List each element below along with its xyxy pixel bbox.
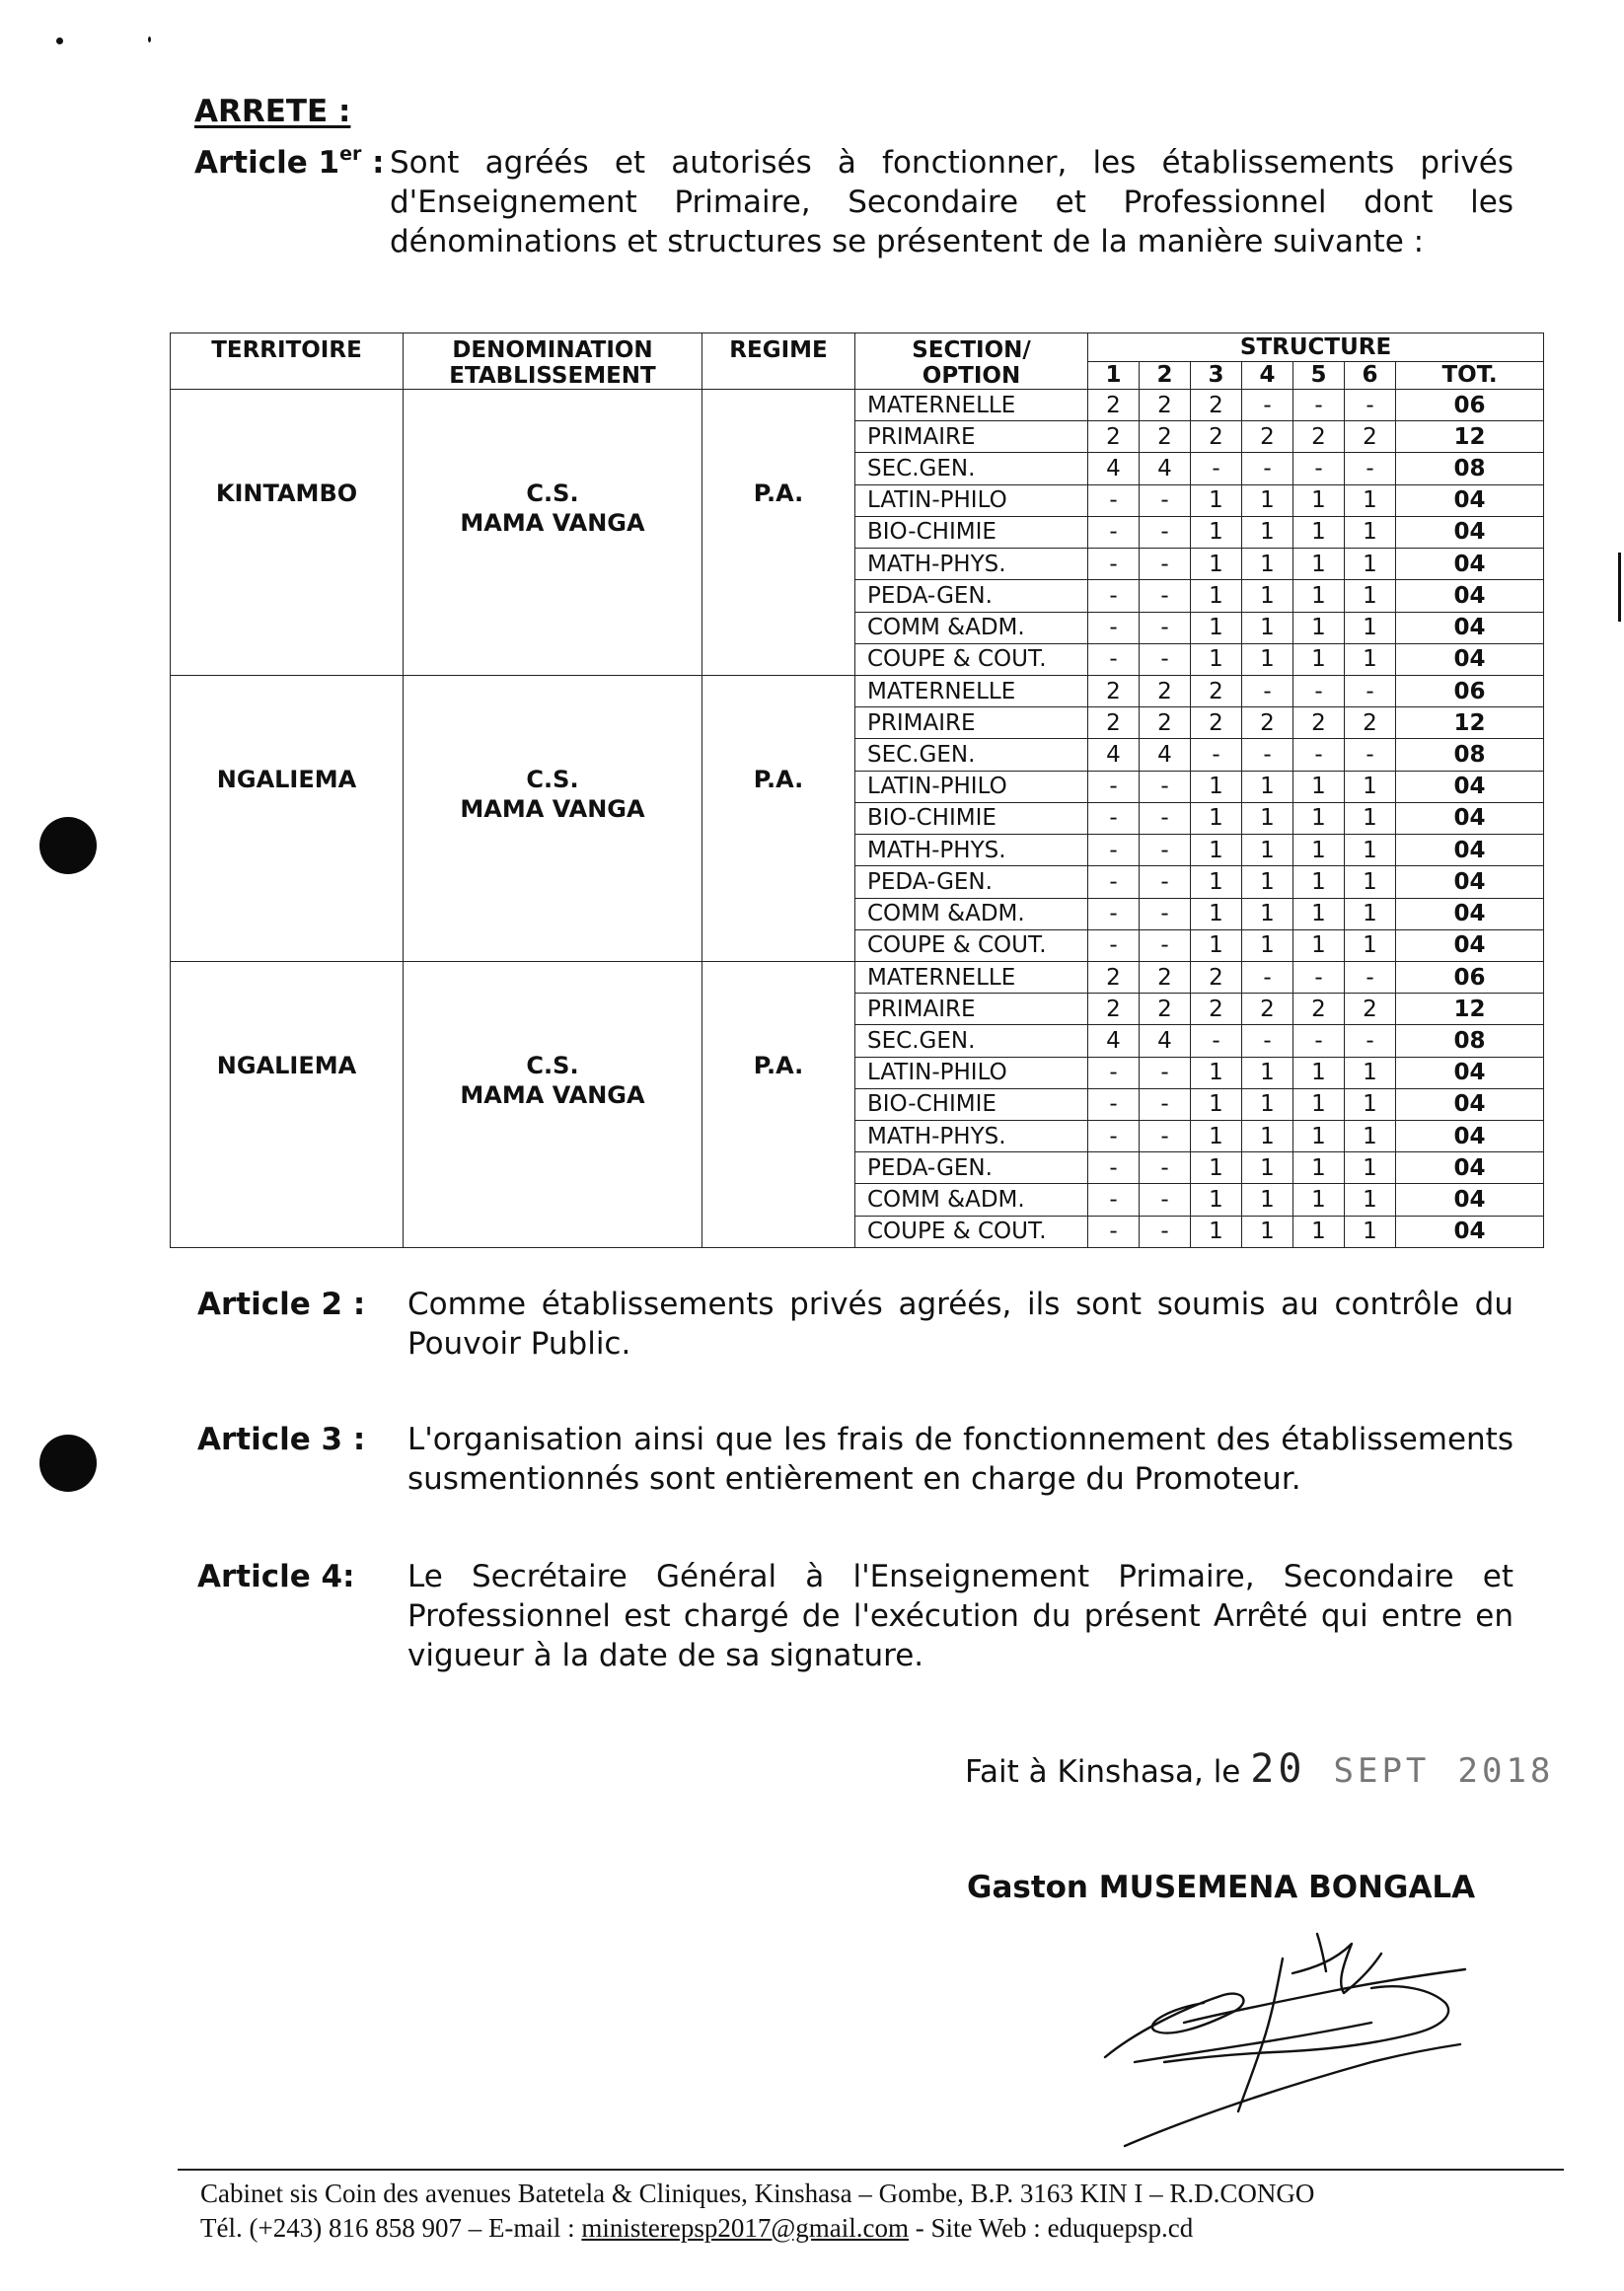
total-cell: 08 xyxy=(1396,1025,1544,1057)
place-and-date xyxy=(965,1746,1554,1792)
option-cell: PRIMAIRE xyxy=(855,707,1088,739)
year-2-cell: 2 xyxy=(1140,390,1191,421)
regime-cell: P.A. xyxy=(702,390,855,676)
year-5-cell: 1 xyxy=(1293,898,1345,929)
year-2-cell: 2 xyxy=(1140,707,1191,739)
year-1-cell: - xyxy=(1088,866,1140,898)
year-4-cell: 1 xyxy=(1242,898,1293,929)
option-cell: BIO-CHIMIE xyxy=(855,516,1088,548)
year-1-cell: - xyxy=(1088,1152,1140,1184)
year-6-cell: 1 xyxy=(1345,1088,1396,1120)
year-4-cell: 1 xyxy=(1242,643,1293,675)
header-col-3: 3 xyxy=(1191,361,1242,390)
year-2-cell: 2 xyxy=(1140,675,1191,706)
territoire-cell: NGALIEMA xyxy=(171,675,404,961)
option-cell: SEC.GEN. xyxy=(855,739,1088,771)
header-col-6: 6 xyxy=(1345,361,1396,390)
year-3-cell: 1 xyxy=(1191,866,1242,898)
table-row xyxy=(171,961,1544,993)
year-4-cell: 1 xyxy=(1242,1184,1293,1216)
year-4-cell: - xyxy=(1242,675,1293,706)
footer-address: Cabinet sis Coin des avenues Batetela & Cliniques, Kinshasa – Gombe, B.P. 3163 KIN I – R.D.CONGO xyxy=(200,2179,1315,2208)
footer-email[interactable]: ministerepsp2017@gmail.com xyxy=(581,2213,909,2243)
header-col-5: 5 xyxy=(1293,361,1345,390)
scan-edge-mark xyxy=(1618,553,1621,622)
year-3-cell: 1 xyxy=(1191,612,1242,643)
year-5-cell: - xyxy=(1293,1025,1345,1057)
total-cell: 04 xyxy=(1396,1088,1544,1120)
year-3-cell: 1 xyxy=(1191,835,1242,866)
year-3-cell: 1 xyxy=(1191,1057,1242,1088)
year-5-cell: 1 xyxy=(1293,1184,1345,1216)
year-1-cell: - xyxy=(1088,898,1140,929)
year-3-cell: 1 xyxy=(1191,1088,1242,1120)
year-6-cell: 2 xyxy=(1345,421,1396,453)
denomination-cell: C.S. MAMA VANGA xyxy=(404,961,702,1247)
total-cell: 12 xyxy=(1396,707,1544,739)
total-cell: 08 xyxy=(1396,453,1544,484)
total-cell: 04 xyxy=(1396,1057,1544,1088)
punch-hole xyxy=(39,817,97,874)
year-6-cell: 2 xyxy=(1345,707,1396,739)
option-cell: LATIN-PHILO xyxy=(855,484,1088,516)
year-6-cell: - xyxy=(1345,739,1396,771)
year-1-cell: - xyxy=(1088,802,1140,834)
year-4-cell: 1 xyxy=(1242,484,1293,516)
total-cell: 04 xyxy=(1396,516,1544,548)
handwritten-date: 20 SEPT 2018 xyxy=(1250,1746,1555,1792)
year-1-cell: - xyxy=(1088,1184,1140,1216)
total-cell: 04 xyxy=(1396,835,1544,866)
year-3-cell: 1 xyxy=(1191,549,1242,580)
year-3-cell: 2 xyxy=(1191,675,1242,706)
total-cell: 04 xyxy=(1396,898,1544,929)
year-5-cell: 1 xyxy=(1293,1088,1345,1120)
year-1-cell: - xyxy=(1088,1216,1140,1247)
year-4-cell: 1 xyxy=(1242,549,1293,580)
year-5-cell: 2 xyxy=(1293,707,1345,739)
option-cell: MATH-PHYS. xyxy=(855,835,1088,866)
scan-speck xyxy=(56,37,63,44)
option-cell: PEDA-GEN. xyxy=(855,1152,1088,1184)
year-5-cell: 1 xyxy=(1293,484,1345,516)
year-5-cell: - xyxy=(1293,390,1345,421)
denomination-cell: C.S. MAMA VANGA xyxy=(404,390,702,676)
header-territoire: TERRITOIRE xyxy=(171,333,404,390)
option-cell: MATERNELLE xyxy=(855,961,1088,993)
year-4-cell: 1 xyxy=(1242,929,1293,961)
year-6-cell: - xyxy=(1345,961,1396,993)
year-2-cell: - xyxy=(1140,1184,1191,1216)
year-6-cell: 1 xyxy=(1345,1057,1396,1088)
year-3-cell: 1 xyxy=(1191,516,1242,548)
year-1-cell: - xyxy=(1088,516,1140,548)
header-regime: REGIME xyxy=(702,333,855,390)
year-3-cell: - xyxy=(1191,1025,1242,1057)
year-5-cell: 1 xyxy=(1293,516,1345,548)
year-4-cell: - xyxy=(1242,739,1293,771)
year-2-cell: - xyxy=(1140,929,1191,961)
year-3-cell: 1 xyxy=(1191,1121,1242,1152)
year-4-cell: - xyxy=(1242,390,1293,421)
year-6-cell: 2 xyxy=(1345,994,1396,1025)
year-5-cell: 2 xyxy=(1293,421,1345,453)
year-2-cell: - xyxy=(1140,612,1191,643)
year-4-cell: 1 xyxy=(1242,866,1293,898)
year-3-cell: 1 xyxy=(1191,1216,1242,1247)
option-cell: PRIMAIRE xyxy=(855,994,1088,1025)
denomination-cell: C.S. MAMA VANGA xyxy=(404,675,702,961)
year-2-cell: - xyxy=(1140,1121,1191,1152)
total-cell: 12 xyxy=(1396,994,1544,1025)
footer-rule xyxy=(178,2169,1564,2171)
header-structure: STRUCTURE xyxy=(1088,333,1544,362)
option-cell: MATH-PHYS. xyxy=(855,1121,1088,1152)
year-6-cell: 1 xyxy=(1345,580,1396,612)
year-5-cell: 2 xyxy=(1293,994,1345,1025)
year-2-cell: - xyxy=(1140,802,1191,834)
year-1-cell: - xyxy=(1088,1121,1140,1152)
place-label: Fait à Kinshasa, le xyxy=(965,1754,1241,1790)
total-cell: 08 xyxy=(1396,739,1544,771)
year-2-cell: - xyxy=(1140,898,1191,929)
article-1-text: Sont agréés et autorisés à fonctionner, les établissements privés d'Enseignement Primaire, Secondaire et Professionnel dont les dénominations et structures se présentent de la manière suivante : xyxy=(390,145,1513,259)
option-cell: COUPE & COUT. xyxy=(855,1216,1088,1247)
year-2-cell: - xyxy=(1140,1216,1191,1247)
regime-cell: P.A. xyxy=(702,961,855,1247)
option-cell: SEC.GEN. xyxy=(855,1025,1088,1057)
year-1-cell: 2 xyxy=(1088,421,1140,453)
year-1-cell: - xyxy=(1088,580,1140,612)
year-6-cell: 1 xyxy=(1345,929,1396,961)
year-2-cell: - xyxy=(1140,835,1191,866)
year-6-cell: 1 xyxy=(1345,1216,1396,1247)
year-1-cell: - xyxy=(1088,612,1140,643)
article-2-text: Comme établissements privés agréés, ils sont soumis au contrôle du Pouvoir Public. xyxy=(407,1287,1513,1362)
year-4-cell: 1 xyxy=(1242,802,1293,834)
year-4-cell: 1 xyxy=(1242,516,1293,548)
year-1-cell: - xyxy=(1088,929,1140,961)
total-cell: 04 xyxy=(1396,802,1544,834)
article-1-label: Article 1er : xyxy=(194,143,385,181)
year-1-cell: 4 xyxy=(1088,453,1140,484)
header-col-tot: TOT. xyxy=(1396,361,1544,390)
year-6-cell: 1 xyxy=(1345,1121,1396,1152)
year-6-cell: 1 xyxy=(1345,612,1396,643)
regime-cell: P.A. xyxy=(702,675,855,961)
year-2-cell: - xyxy=(1140,580,1191,612)
year-4-cell: - xyxy=(1242,453,1293,484)
year-5-cell: 1 xyxy=(1293,1121,1345,1152)
option-cell: COMM &ADM. xyxy=(855,612,1088,643)
total-cell: 04 xyxy=(1396,580,1544,612)
year-6-cell: 1 xyxy=(1345,516,1396,548)
year-3-cell: 2 xyxy=(1191,707,1242,739)
year-3-cell: 1 xyxy=(1191,1152,1242,1184)
year-6-cell: 1 xyxy=(1345,549,1396,580)
total-cell: 04 xyxy=(1396,643,1544,675)
year-4-cell: 1 xyxy=(1242,580,1293,612)
option-cell: PEDA-GEN. xyxy=(855,866,1088,898)
year-4-cell: 1 xyxy=(1242,1216,1293,1247)
territoire-cell: KINTAMBO xyxy=(171,390,404,676)
year-4-cell: 2 xyxy=(1242,994,1293,1025)
year-1-cell: - xyxy=(1088,835,1140,866)
total-cell: 06 xyxy=(1396,961,1544,993)
year-3-cell: 1 xyxy=(1191,802,1242,834)
year-4-cell: - xyxy=(1242,961,1293,993)
total-cell: 04 xyxy=(1396,612,1544,643)
option-cell: PRIMAIRE xyxy=(855,421,1088,453)
year-2-cell: 2 xyxy=(1140,421,1191,453)
header-col-1: 1 xyxy=(1088,361,1140,390)
year-6-cell: - xyxy=(1345,390,1396,421)
year-6-cell: 1 xyxy=(1345,835,1396,866)
option-cell: COUPE & COUT. xyxy=(855,929,1088,961)
year-1-cell: 2 xyxy=(1088,707,1140,739)
year-3-cell: 1 xyxy=(1191,771,1242,802)
option-cell: MATH-PHYS. xyxy=(855,549,1088,580)
year-3-cell: 2 xyxy=(1191,961,1242,993)
option-cell: MATERNELLE xyxy=(855,675,1088,706)
scan-speck xyxy=(148,37,151,42)
option-cell: LATIN-PHILO xyxy=(855,1057,1088,1088)
handwritten-signature xyxy=(1075,1914,1490,2151)
total-cell: 04 xyxy=(1396,1152,1544,1184)
year-3-cell: 1 xyxy=(1191,580,1242,612)
year-3-cell: 1 xyxy=(1191,643,1242,675)
article-4-label: Article 4: xyxy=(197,1559,355,1594)
year-1-cell: 2 xyxy=(1088,390,1140,421)
year-4-cell: 1 xyxy=(1242,1121,1293,1152)
article-3-label: Article 3 : xyxy=(197,1422,366,1457)
header-section-option: SECTION/ OPTION xyxy=(855,333,1088,390)
header-col-4: 4 xyxy=(1242,361,1293,390)
structure-table xyxy=(170,333,1544,1248)
table-row xyxy=(171,675,1544,706)
year-6-cell: - xyxy=(1345,453,1396,484)
year-3-cell: 1 xyxy=(1191,484,1242,516)
punch-hole xyxy=(39,1435,97,1492)
year-4-cell: 1 xyxy=(1242,1152,1293,1184)
year-2-cell: - xyxy=(1140,516,1191,548)
option-cell: PEDA-GEN. xyxy=(855,580,1088,612)
year-4-cell: 1 xyxy=(1242,1088,1293,1120)
signer-name: Gaston MUSEMENA BONGALA xyxy=(967,1870,1476,1905)
year-1-cell: 2 xyxy=(1088,675,1140,706)
year-6-cell: 1 xyxy=(1345,802,1396,834)
year-4-cell: 1 xyxy=(1242,612,1293,643)
year-1-cell: 4 xyxy=(1088,1025,1140,1057)
year-4-cell: 1 xyxy=(1242,1057,1293,1088)
year-5-cell: 1 xyxy=(1293,866,1345,898)
total-cell: 06 xyxy=(1396,675,1544,706)
year-1-cell: - xyxy=(1088,643,1140,675)
year-6-cell: 1 xyxy=(1345,866,1396,898)
year-4-cell: - xyxy=(1242,1025,1293,1057)
year-3-cell: 2 xyxy=(1191,994,1242,1025)
year-5-cell: 1 xyxy=(1293,612,1345,643)
year-1-cell: - xyxy=(1088,549,1140,580)
total-cell: 06 xyxy=(1396,390,1544,421)
option-cell: COMM &ADM. xyxy=(855,1184,1088,1216)
total-cell: 04 xyxy=(1396,866,1544,898)
year-2-cell: - xyxy=(1140,1152,1191,1184)
year-2-cell: 4 xyxy=(1140,453,1191,484)
year-2-cell: 4 xyxy=(1140,1025,1191,1057)
decree-heading: ARRETE : xyxy=(194,94,351,129)
year-5-cell: 1 xyxy=(1293,771,1345,802)
year-5-cell: 1 xyxy=(1293,929,1345,961)
year-5-cell: 1 xyxy=(1293,802,1345,834)
year-6-cell: 1 xyxy=(1345,771,1396,802)
option-cell: BIO-CHIMIE xyxy=(855,1088,1088,1120)
year-6-cell: - xyxy=(1345,1025,1396,1057)
total-cell: 04 xyxy=(1396,484,1544,516)
option-cell: LATIN-PHILO xyxy=(855,771,1088,802)
total-cell: 04 xyxy=(1396,771,1544,802)
year-2-cell: - xyxy=(1140,1057,1191,1088)
option-cell: SEC.GEN. xyxy=(855,453,1088,484)
year-2-cell: - xyxy=(1140,484,1191,516)
year-3-cell: 2 xyxy=(1191,390,1242,421)
table-row xyxy=(171,390,1544,421)
year-5-cell: - xyxy=(1293,453,1345,484)
year-2-cell: - xyxy=(1140,549,1191,580)
year-3-cell: 1 xyxy=(1191,1184,1242,1216)
total-cell: 04 xyxy=(1396,1184,1544,1216)
year-5-cell: 1 xyxy=(1293,1216,1345,1247)
footer-contact: Tél. (+243) 816 858 907 – E-mail : ministerepsp2017@gmail.com - Site Web : eduquepsp.cd xyxy=(200,2213,1194,2243)
year-1-cell: - xyxy=(1088,484,1140,516)
year-4-cell: 1 xyxy=(1242,771,1293,802)
year-1-cell: - xyxy=(1088,1088,1140,1120)
year-6-cell: 1 xyxy=(1345,643,1396,675)
year-6-cell: 1 xyxy=(1345,1152,1396,1184)
year-6-cell: 1 xyxy=(1345,484,1396,516)
article-4-text: Le Secrétaire Général à l'Enseignement Primaire, Secondaire et Professionnel est chargé de l'exécution du présent Arrêté qui entre en vigueur à la date de sa signature. xyxy=(407,1559,1513,1673)
year-3-cell: 2 xyxy=(1191,421,1242,453)
option-cell: MATERNELLE xyxy=(855,390,1088,421)
year-4-cell: 1 xyxy=(1242,835,1293,866)
article-3-text: L'organisation ainsi que les frais de fonctionnement des établissements susmentionnés sont entièrement en charge du Promoteur. xyxy=(407,1422,1513,1497)
year-5-cell: - xyxy=(1293,739,1345,771)
year-5-cell: - xyxy=(1293,675,1345,706)
year-1-cell: - xyxy=(1088,1057,1140,1088)
year-3-cell: - xyxy=(1191,453,1242,484)
year-1-cell: - xyxy=(1088,771,1140,802)
year-2-cell: - xyxy=(1140,771,1191,802)
year-4-cell: 2 xyxy=(1242,421,1293,453)
article-2-label: Article 2 : xyxy=(197,1287,366,1322)
total-cell: 04 xyxy=(1396,1216,1544,1247)
year-3-cell: 1 xyxy=(1191,898,1242,929)
total-cell: 04 xyxy=(1396,929,1544,961)
year-4-cell: 2 xyxy=(1242,707,1293,739)
year-6-cell: 1 xyxy=(1345,898,1396,929)
year-2-cell: 2 xyxy=(1140,994,1191,1025)
year-5-cell: 1 xyxy=(1293,1057,1345,1088)
year-1-cell: 4 xyxy=(1088,739,1140,771)
option-cell: COMM &ADM. xyxy=(855,898,1088,929)
year-5-cell: 1 xyxy=(1293,835,1345,866)
header-denomination: DENOMINATION ETABLISSEMENT xyxy=(404,333,702,390)
year-2-cell: - xyxy=(1140,1088,1191,1120)
total-cell: 04 xyxy=(1396,1121,1544,1152)
year-2-cell: 2 xyxy=(1140,961,1191,993)
year-2-cell: - xyxy=(1140,643,1191,675)
year-1-cell: 2 xyxy=(1088,994,1140,1025)
total-cell: 12 xyxy=(1396,421,1544,453)
total-cell: 04 xyxy=(1396,549,1544,580)
header-col-2: 2 xyxy=(1140,361,1191,390)
year-5-cell: 1 xyxy=(1293,1152,1345,1184)
option-cell: BIO-CHIMIE xyxy=(855,802,1088,834)
year-2-cell: - xyxy=(1140,866,1191,898)
year-6-cell: 1 xyxy=(1345,1184,1396,1216)
year-2-cell: 4 xyxy=(1140,739,1191,771)
year-5-cell: 1 xyxy=(1293,580,1345,612)
year-1-cell: 2 xyxy=(1088,961,1140,993)
year-6-cell: - xyxy=(1345,675,1396,706)
territoire-cell: NGALIEMA xyxy=(171,961,404,1247)
year-3-cell: - xyxy=(1191,739,1242,771)
year-5-cell: 1 xyxy=(1293,549,1345,580)
year-5-cell: 1 xyxy=(1293,643,1345,675)
option-cell: COUPE & COUT. xyxy=(855,643,1088,675)
year-3-cell: 1 xyxy=(1191,929,1242,961)
year-5-cell: - xyxy=(1293,961,1345,993)
